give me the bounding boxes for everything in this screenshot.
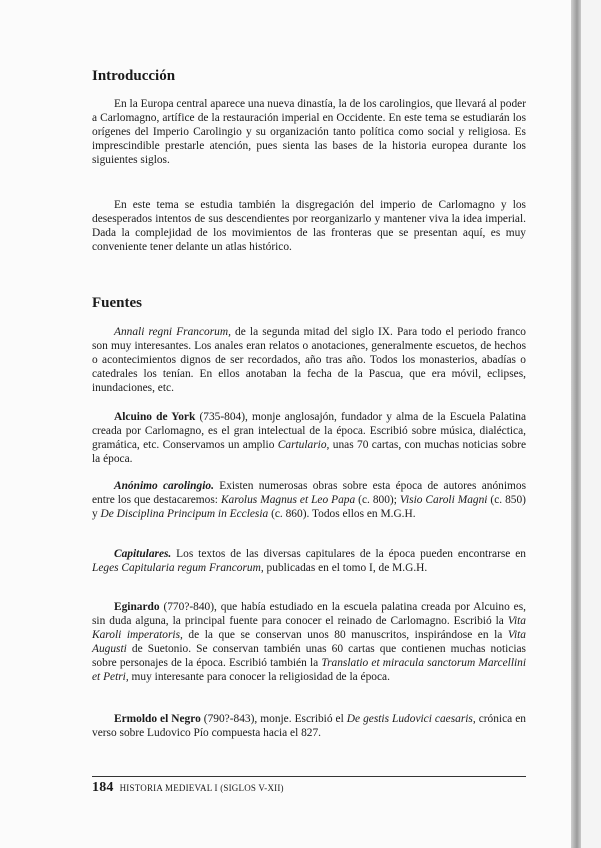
source-capitulares-text-2: publicadas en el tomo I, de M.G.H.: [263, 562, 428, 575]
source-capitulares-work: Leges Capitularia regum Francorum,: [92, 562, 264, 575]
fuentes-heading: Fuentes: [92, 295, 142, 311]
intro-paragraph-2: En este tema se estudia también la disgregación del imperio de Carlomagno y los desesperados intentos de sus descendientes por reorganizarlo y mantener viva la idea imperial. Dada la complejidad de los movimientos de las fronteras que se presentan aquí, es muy conveniente tener delante un atlas histórico.: [92, 199, 526, 254]
page-number: 184: [92, 780, 114, 795]
source-capitulares-name: Capitulares.: [114, 548, 172, 560]
source-anonimo-work-2: Visio Caroli Magni: [399, 494, 488, 507]
footer-rule: [92, 776, 526, 777]
source-ermoldo-text-1: (790?-843), monje. Escribió el: [200, 713, 347, 725]
source-anonimo: [92, 479, 526, 521]
source-capitulares-text-1: Los textos de las diversas capitulares de la época pueden encontrarse en: [171, 548, 526, 560]
source-anonimo-text-2: (c. 800);: [355, 494, 400, 507]
source-capitulares: [92, 547, 526, 575]
intro-heading: Introducción: [92, 68, 176, 84]
source-anonimo-work-3: De Disciplina Principum in Ecclesia: [100, 508, 269, 521]
page-edge-shadow: [571, 0, 581, 848]
page-footer: [92, 780, 284, 796]
source-eginardo-text-2: de la que se conservan unos 80 manuscritos, inspirándose en la: [182, 629, 508, 642]
source-eginardo-text-3: de Suetonio. Se conservan también unas 60 cartas que contienen muchas noticias sobre personajes de la época. Escribió también la: [92, 643, 526, 670]
source-eginardo-text-1: (770?-840), que había estudiado en la escuela palatina creada por Alcuino es, sin duda alguna, la principal fuente para conocer el reinado de Carlomagno. Escribió la: [92, 601, 526, 628]
source-anonimo-name: Anónimo carolingio.: [114, 480, 214, 492]
intro-paragraph-1: En la Europa central aparece una nueva dinastía, la de los carolingios, que llevará al poder a Carlomagno, artífice de la restauración imperial en Occidente. En este tema se estudiarán los orígenes del Imperio Carolingio y su organización tanto política como social y religiosa. Es imprescindible prestarle atención, pues sienta las bases de la historia europea durante los siguientes siglos.: [92, 98, 526, 167]
source-annali-text: de la segunda mitad del siglo IX. Para todo el periodo franco son muy interesantes. Los anales eran relatos o anotaciones, generalmente escuetos, de hechos o acontecimientos dignos de ser recordados, año tras año. Todos los monasterios, abadías o catedrales los tenían. En ellos anotaban la fecha de la Pascua, que era móvil, eclipses, inundaciones, etc.: [92, 326, 526, 395]
source-alcuino-text-2: unas 70 cartas, con muchas noticias sobre la época.: [92, 439, 526, 466]
source-eginardo-work-2: Vita Augusti: [92, 629, 526, 656]
source-ermoldo-text-2: crónica en verso sobre Ludovico Pío compuesta hacia el 827.: [92, 713, 526, 740]
source-anonimo-text-4: (c. 860). Todos ellos en M.G.H.: [268, 508, 416, 521]
source-ermoldo: [92, 712, 526, 740]
source-annali: [92, 325, 526, 395]
source-alcuino-name: Alcuino de York: [114, 411, 196, 423]
source-annali-title: Annali regni Francorum,: [114, 326, 231, 338]
source-ermoldo-name: Ermoldo el Negro: [114, 713, 201, 725]
source-alcuino-text-1: (735-804), monje anglosajón, fundador y alma de la Escuela Palatina creada por Carlomagno, es el gran intelectual de la época. Escribió sobre música, dialéctica, gramática, etc. Conservamos un amplio: [92, 411, 526, 452]
source-anonimo-text-3: (c. 850) y: [92, 494, 526, 521]
source-anonimo-work-1: Karolus Magnus et Leo Papa: [220, 494, 356, 507]
source-alcuino: [92, 410, 526, 466]
source-ermoldo-work: De gestis Ludovici caesaris,: [346, 713, 476, 725]
source-eginardo-work-1: Vita Karoli imperatoris,: [92, 615, 526, 642]
source-alcuino-work: Cartulario,: [277, 439, 330, 452]
running-title: HISTORIA MEDIEVAL I (SIGLOS V-XII): [119, 783, 284, 793]
page-edge-margin: [581, 0, 601, 848]
source-eginardo-name: Eginardo: [114, 601, 160, 613]
source-anonimo-text-1: Existen numerosas obras sobre esta época de autores anónimos entre los que destacaremos:: [92, 480, 527, 507]
source-eginardo: [92, 600, 526, 685]
source-eginardo-work-3: Translatio et miracula sanctorum Marcellini et Petri,: [92, 657, 527, 684]
source-eginardo-text-4: muy interesante para conocer la religiosidad de la época.: [128, 671, 390, 684]
